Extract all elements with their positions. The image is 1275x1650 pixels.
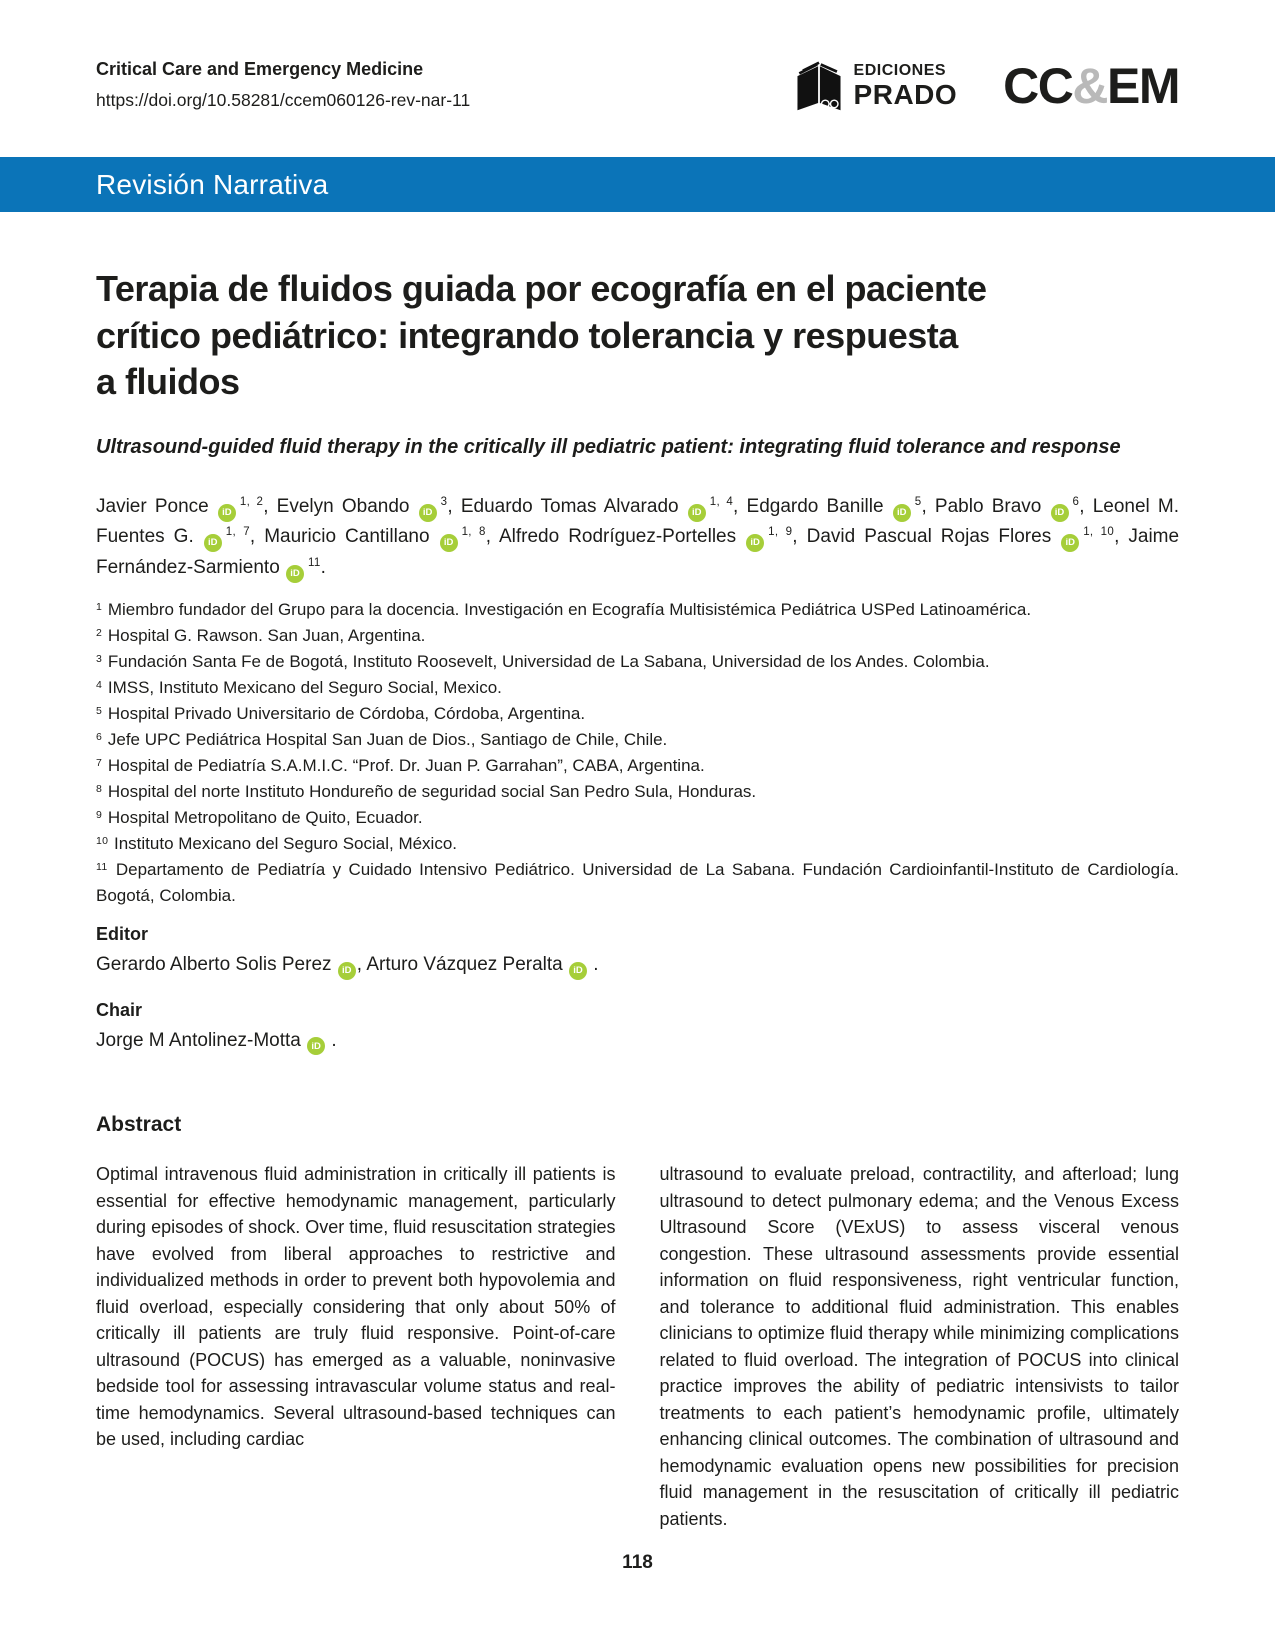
abstract-body xyxy=(96,1161,1179,1532)
editor-block xyxy=(96,924,1179,980)
affiliation-number: 6 xyxy=(96,731,103,743)
affiliation-item: $^9$ Hospital Metropolitano de Quito, Ecuador. xyxy=(96,808,423,827)
doi-link[interactable]: https://doi.org/10.58281/ccem060126-rev-nar-11 xyxy=(96,89,471,110)
affiliation-item: $^7$ Hospital de Pediatría S.A.M.I.C. “Prof. Dr. Juan P. Garrahan”, CABA, Argentina. xyxy=(96,756,705,775)
affiliation-refs: 1, 9 xyxy=(768,526,793,538)
affiliation-list xyxy=(96,598,1179,908)
author-list: Javier Ponce iD$^{1, 2}$, Evelyn Obando $iD^3$, Eduardo Tomas Alvarado iD$^{1, 4}$, Edgardo Banille $iD^5$, Pablo Bravo $iD^6$, Leonel M. Fuentes G. iD$^{1, 7}$, Mauricio Cantillano iD$^{1, 8}$, Alfredo Rodríguez-Portelles iD$^{1, 9}$, David Pascual Rojas Flores iD$^{1, 10}$, Jaime Fernández-Sarmiento $iD^{11}$. xyxy=(96,493,1179,585)
affiliation-refs: 1, 8 xyxy=(461,526,486,538)
abstract-heading: Abstract xyxy=(96,1113,182,1136)
affiliation-item: $^2$ Hospital G. Rawson. San Juan, Argentina. xyxy=(96,626,426,645)
affiliation-number: 10 xyxy=(96,835,109,847)
affiliation-number: 4 xyxy=(96,679,103,691)
orcid-icon[interactable]: iD xyxy=(688,504,706,522)
publisher-name xyxy=(854,63,958,109)
page-number: 118 xyxy=(622,1552,653,1573)
page-header xyxy=(0,0,1275,112)
ccem-logo xyxy=(1003,58,1179,114)
affiliation-number: 5 xyxy=(96,705,103,717)
ccem-cc: CC xyxy=(1003,58,1073,114)
person-name: Leonel M. Fuentes G. xyxy=(96,495,1180,547)
affiliation-item: $^1$ Miembro fundador del Grupo para la docencia. Investigación en Ecografía Multisistémica Pediátrica USPed Latinoamérica. xyxy=(96,600,1032,619)
journal-name: Critical Care and Emergency Medicine xyxy=(96,59,424,79)
orcid-icon[interactable]: iD xyxy=(286,565,304,583)
person-name: Jorge M Antolinez-Motta xyxy=(96,1029,307,1051)
person-name: Evelyn Obando xyxy=(276,495,418,517)
ediciones-prado-logo xyxy=(792,60,958,112)
chair-block xyxy=(96,1000,1179,1056)
affiliation-item: $^6$ Jefe UPC Pediátrica Hospital San Juan de Dios., Santiago de Chile, Chile. xyxy=(96,730,668,749)
affiliation-number: 8 xyxy=(96,783,103,795)
person-name: Alfredo Rodríguez-Portelles xyxy=(498,526,746,547)
article-title xyxy=(96,266,1179,406)
publisher-name-top: EDICIONES xyxy=(853,62,947,79)
chair-names: Jorge M Antolinez-Motta iD . xyxy=(96,1027,1179,1056)
affiliation-item: $^3$ Fundación Santa Fe de Bogotá, Instituto Roosevelt, Universidad de La Sabana, Universidad de los Andes. Colombia. xyxy=(96,652,990,671)
article-title-line-1: Terapia de fluidos guiada por ecografía en el paciente xyxy=(96,268,987,309)
affiliation-item: $^{11}$ Departamento de Pediatría y Cuidado Intensivo Pediátrico. Universidad de La Sabana. Fundación Cardioinfantil-Instituto de Cardiología. Bogotá, Colombia. xyxy=(96,860,1179,905)
affiliation-item: $^4$ IMSS, Instituto Mexicano del Seguro Social, Mexico. xyxy=(96,678,502,697)
affiliation-refs: 1, 4 xyxy=(709,495,734,508)
affiliation-refs: 1, 7 xyxy=(225,526,250,538)
person-name: David Pascual Rojas Flores xyxy=(806,526,1061,547)
person-name: Pablo Bravo xyxy=(934,495,1050,517)
orcid-icon[interactable]: iD xyxy=(893,504,911,522)
affiliation-item: $^5$ Hospital Privado Universitario de Córdoba, Córdoba, Argentina. xyxy=(96,704,586,723)
orcid-icon[interactable]: iD xyxy=(218,504,236,522)
orcid-icon[interactable]: iD xyxy=(307,1037,325,1055)
person-name: Eduardo Tomas Alvarado xyxy=(460,495,687,517)
affiliation-item: $^{10}$ Instituto Mexicano del Seguro Social, México. xyxy=(96,834,458,853)
person-name: Gerardo Alberto Solis Perez xyxy=(96,954,337,975)
affiliation-number: 11 xyxy=(96,861,108,873)
article-title-line-2: crítico pediátrico: integrando tolerancia y respuesta xyxy=(96,314,958,356)
orcid-icon[interactable]: iD xyxy=(204,534,222,552)
orcid-icon[interactable]: iD xyxy=(1051,504,1069,522)
affiliation-refs: 5 xyxy=(914,495,922,508)
person-name: Mauricio Cantillano xyxy=(264,526,439,547)
affiliation-refs: 3 xyxy=(440,495,448,508)
orcid-icon[interactable]: iD xyxy=(338,962,356,980)
person-name: Arturo Vázquez Peralta xyxy=(366,954,569,975)
affiliation-number: 9 xyxy=(96,809,103,821)
abstract-column-right: ultrasound to evaluate preload, contractility, and afterload; lung ultrasound to detect pulmonary edema; and the Venous Excess Ultrasound Score (VExUS) to assess visceral venous congestion. These ultrasound assessments provide essential information on fluid responsiveness, right ventricular function, and tolerance to additional fluid administration. This enables clinicians to optimize fluid therapy while minimizing complications related to fluid overload. The integration of POCUS into clinical practice improves the ability of pediatric intensivists to tailor treatments to each patient’s hemodynamic profile, ultimately enhancing clinical outcomes. The combination of ultrasound and hemodynamic evaluation opens new possibilities for precision fluid management in the resuscitation of critically ill pediatric patients. xyxy=(659,1164,1179,1529)
affiliation-refs: 1, 2 xyxy=(239,495,264,508)
affiliation-refs: 6 xyxy=(1072,495,1080,508)
publisher-name-bottom: PRADO xyxy=(853,79,958,110)
orcid-icon[interactable]: iD xyxy=(569,962,587,980)
orcid-icon[interactable]: iD xyxy=(419,504,437,522)
section-banner-label: Revisión Narrativa xyxy=(96,168,329,200)
affiliation-number: 7 xyxy=(96,757,103,769)
person-name: Javier Ponce xyxy=(96,495,217,517)
affiliation-number: 3 xyxy=(96,653,103,665)
person-name: Edgardo Banille xyxy=(746,495,892,517)
ccem-ampersand: & xyxy=(1072,58,1107,114)
person-name: Jaime Fernández-Sarmiento xyxy=(96,526,1180,578)
affiliation-number: 2 xyxy=(96,627,103,639)
affiliation-item: $^8$ Hospital del norte Instituto Hondureño de seguridad social San Pedro Sula, Honduras. xyxy=(96,782,757,801)
article-title-line-3: a fluidos xyxy=(96,361,240,402)
chair-heading: Chair xyxy=(96,999,143,1020)
journal-info xyxy=(96,58,470,111)
affiliation-refs: 1, 10 xyxy=(1083,526,1115,538)
editor-names: Gerardo Alberto Solis Perez iD , Arturo Vázquez Peralta iD . xyxy=(96,951,1179,980)
orcid-icon[interactable]: iD xyxy=(1061,534,1079,552)
orcid-icon[interactable]: iD xyxy=(440,534,458,552)
ccem-em: EM xyxy=(1107,58,1179,114)
editor-heading: Editor xyxy=(96,924,148,944)
article-subtitle-english: Ultrasound-guided fluid therapy in the critically ill pediatric patient: integrating fluid tolerance and response xyxy=(96,435,1121,458)
section-banner xyxy=(0,157,1275,212)
affiliation-refs: 11 xyxy=(308,556,321,569)
header-logos xyxy=(792,60,1179,112)
book-icon xyxy=(792,60,846,112)
abstract-column-left: Optimal intravenous fluid administration in critically ill patients is essential for effective hemodynamic management, particularly during episodes of shock. Over time, fluid resuscitation strategies have evolved from liberal approaches to restrictive and individualized methods in order to prevent both hypovolemia and fluid overload, especially considering that only about 50% of critically ill patients are truly fluid responsive. Point-of-care ultrasound (POCUS) has emerged as a valuable, noninvasive bedside tool for assessing intravascular volume status and real-time hemodynamics. Several ultrasound-based techniques can be used, including cardiac xyxy=(96,1164,616,1449)
orcid-icon[interactable]: iD xyxy=(746,534,764,552)
affiliation-number: 1 xyxy=(96,601,103,613)
